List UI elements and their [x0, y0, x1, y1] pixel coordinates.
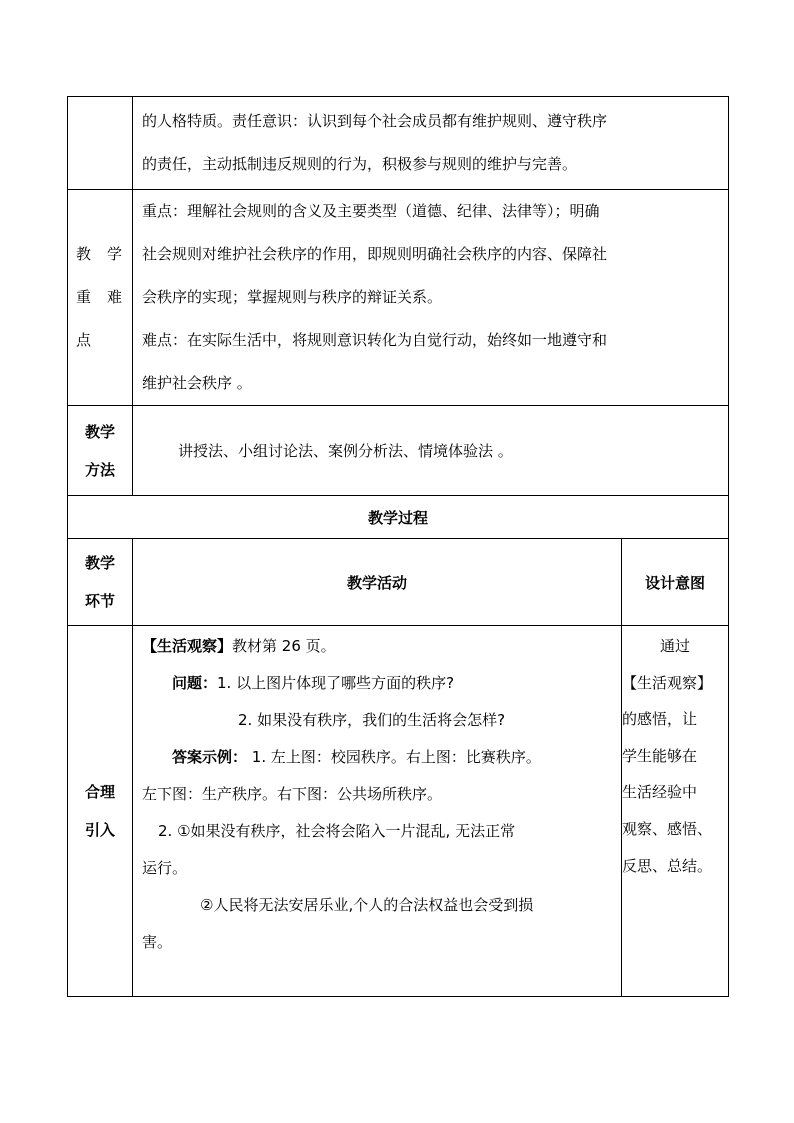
- answer-3: ②人民将无法安居乐业,个人的合法权益也会受到损: [200, 896, 534, 914]
- answer-label: 答案示例：: [172, 748, 248, 766]
- label-char: 重: [76, 288, 92, 306]
- intent-line: 通过: [660, 637, 691, 655]
- label-char: 难: [106, 288, 122, 306]
- answer-2-cont: 运行。: [142, 859, 188, 877]
- activity-header: 教学活动: [133, 539, 622, 626]
- intent-line: 学生能够在: [622, 746, 698, 765]
- competency-continuation-row: [68, 97, 729, 190]
- intent-line: 的感悟，让: [622, 710, 698, 729]
- label-char: 教: [76, 245, 92, 263]
- answer-3-cont: 害。: [142, 933, 173, 951]
- label-line: 教学: [84, 554, 115, 572]
- label-line: [68, 276, 132, 319]
- text-line: 难点：在实际生活中，将规则意识转化为自觉行动，始终如一地遵守和: [142, 331, 608, 349]
- label-line: 方法: [84, 460, 115, 479]
- teaching-method-content-cell: [133, 406, 729, 496]
- text-line: [142, 665, 615, 702]
- process-title-row: [68, 496, 729, 539]
- question-2: 2. 如果没有秩序，我们的生活将会怎样?: [238, 711, 506, 729]
- question-label: 问题：: [172, 674, 218, 692]
- competency-content-cell: [133, 97, 729, 190]
- key-points-row: [68, 190, 729, 406]
- section-tag-rest: 教材第 26 页。: [232, 637, 336, 655]
- label-line: 环节: [84, 592, 115, 610]
- text-line: [142, 628, 615, 665]
- intent-line: 【生活观察】: [622, 673, 713, 692]
- lesson-plan-table: [67, 96, 729, 997]
- question-1: 1. 以上图片体现了哪些方面的秩序?: [217, 674, 455, 692]
- label-line: [68, 233, 132, 276]
- text-line: [142, 739, 615, 776]
- process-title: 教学过程: [68, 496, 729, 539]
- intent-header: 设计意图: [622, 539, 729, 626]
- label-line: 合理: [84, 783, 115, 801]
- answer-1: 1. 左上图：校园秩序。右上图：比赛秩序。: [247, 748, 541, 766]
- text-line: 重点：理解社会规则的含义及主要类型（道德、纪律、法律等）；明确: [142, 202, 600, 220]
- teaching-method-text: 讲授法、小组讨论法、案例分析法、情境体验法 。: [178, 441, 513, 460]
- text-line: 会秩序的实现；掌握规则与秩序的辩证关系。: [142, 288, 443, 306]
- label-line: 教学: [84, 422, 115, 441]
- intent-line: 反思、总结。: [622, 856, 713, 875]
- label-line: [68, 319, 132, 362]
- process-header-row: [68, 539, 729, 626]
- key-points-content-cell: [133, 190, 729, 406]
- text-line: 维护社会秩序 。: [142, 374, 252, 392]
- answer-1-cont: 左下图：生产秩序。右下图：公共场所秩序。: [142, 785, 443, 803]
- intro-row: [68, 626, 729, 997]
- intro-activity-cell: [133, 626, 622, 997]
- intro-intent-cell: [622, 626, 729, 997]
- label-line: 引入: [84, 821, 115, 839]
- text-line: 的责任，主动抵制违反规则的行为，积极参与规则的维护与完善。: [142, 155, 578, 173]
- intro-activity-text: [133, 626, 621, 989]
- text-line: 的人格特质。责任意识：认识到每个社会成员都有维护规则、遵守秩序: [142, 112, 608, 130]
- empty-label-cell: [68, 97, 133, 190]
- answer-2: 2. ①如果没有秩序，社会将会陷入一片混乱, 无法正常: [158, 822, 516, 840]
- teaching-method-label-cell: [68, 406, 133, 496]
- teaching-method-row: [68, 406, 729, 496]
- label-char: 学: [106, 245, 122, 263]
- intro-stage-cell: [68, 626, 133, 997]
- intent-line: 观察、感悟、: [622, 819, 713, 838]
- text-line: 社会规则对维护社会秩序的作用，即规则明确社会秩序的内容、保障社: [142, 245, 608, 263]
- section-tag: 【生活观察】: [142, 637, 233, 655]
- key-points-label-cell: [68, 190, 133, 406]
- label-char: 点: [76, 331, 92, 349]
- intent-line: 生活经验中: [622, 783, 698, 802]
- stage-header-cell: [68, 539, 133, 626]
